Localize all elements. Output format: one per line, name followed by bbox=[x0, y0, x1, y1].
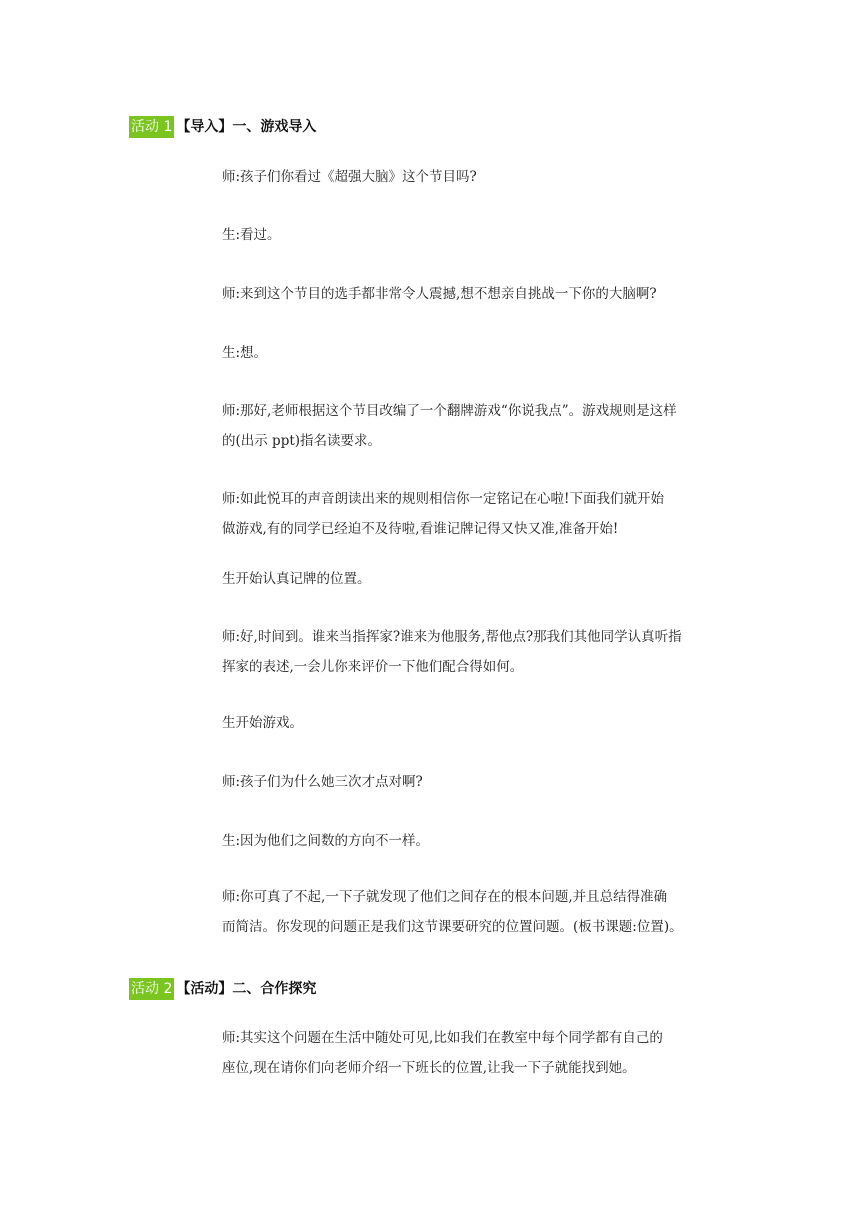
paragraph bbox=[222, 826, 737, 856]
paragraph bbox=[222, 882, 737, 942]
paragraph-line: 生开始认真记牌的位置。 bbox=[222, 571, 371, 587]
paragraph bbox=[222, 484, 737, 544]
paragraph bbox=[222, 564, 737, 594]
paragraph-line: 生开始游戏。 bbox=[222, 715, 303, 731]
paragraph-line: 师:来到这个节目的选手都非常令人震撼,想不想亲自挑战一下你的大脑啊? bbox=[222, 286, 657, 302]
activity-1-badge: 活动 1 bbox=[129, 116, 174, 138]
paragraph-line: 生:看过。 bbox=[222, 227, 281, 243]
paragraph-line: 做游戏,有的同学已经迫不及待啦,看谁记牌记得又快又准,准备开始! bbox=[222, 521, 619, 537]
activity-2-badge: 活动 2 bbox=[129, 978, 174, 1000]
paragraph bbox=[222, 338, 737, 368]
activity-1-title: 【导入】一、游戏导入 bbox=[176, 119, 317, 135]
paragraph-line: 的(出示 ppt)指名读要求。 bbox=[222, 433, 382, 449]
paragraph-line: 挥家的表述,一会儿你来评价一下他们配合得如何。 bbox=[222, 659, 524, 675]
paragraph-line: 生:因为他们之间数的方向不一样。 bbox=[222, 833, 430, 849]
paragraph bbox=[222, 1023, 737, 1083]
paragraph bbox=[222, 708, 737, 738]
paragraph-line: 师:孩子们你看过《超强大脑》这个节目吗? bbox=[222, 169, 477, 185]
paragraph-line: 师:那好,老师根据这个节目改编了一个翻牌游戏“你说我点”。游戏规则是这样 bbox=[222, 403, 677, 419]
paragraph bbox=[222, 220, 737, 250]
paragraph bbox=[222, 396, 737, 456]
activity-1-heading bbox=[129, 116, 316, 138]
paragraph-line: 座位,现在请你们向老师介绍一下班长的位置,让我一下子就能找到她。 bbox=[222, 1060, 636, 1076]
paragraph-line: 师:孩子们为什么她三次才点对啊? bbox=[222, 774, 423, 790]
paragraph bbox=[222, 622, 737, 682]
paragraph-line: 师:其实这个问题在生活中随处可见,比如我们在教室中每个同学都有自己的 bbox=[222, 1030, 663, 1046]
paragraph-line: 师:你可真了不起,一下子就发现了他们之间存在的根本问题,并且总结得准确 bbox=[222, 889, 668, 905]
paragraph-line: 而简洁。你发现的问题正是我们这节课要研究的位置问题。(板书课题:位置)。 bbox=[222, 919, 683, 935]
paragraph-line: 师:好,时间到。谁来当指挥家?谁来为他服务,帮他点?那我们其他同学认真听指 bbox=[222, 629, 682, 645]
paragraph bbox=[222, 162, 737, 192]
paragraph bbox=[222, 767, 737, 797]
activity-2-heading bbox=[129, 978, 316, 1000]
paragraph-line: 师:如此悦耳的声音朗读出来的规则相信你一定铭记在心啦!下面我们就开始 bbox=[222, 491, 664, 507]
paragraph-line: 生:想。 bbox=[222, 345, 268, 361]
activity-2-title: 【活动】二、合作探究 bbox=[176, 981, 317, 997]
paragraph bbox=[222, 279, 737, 309]
